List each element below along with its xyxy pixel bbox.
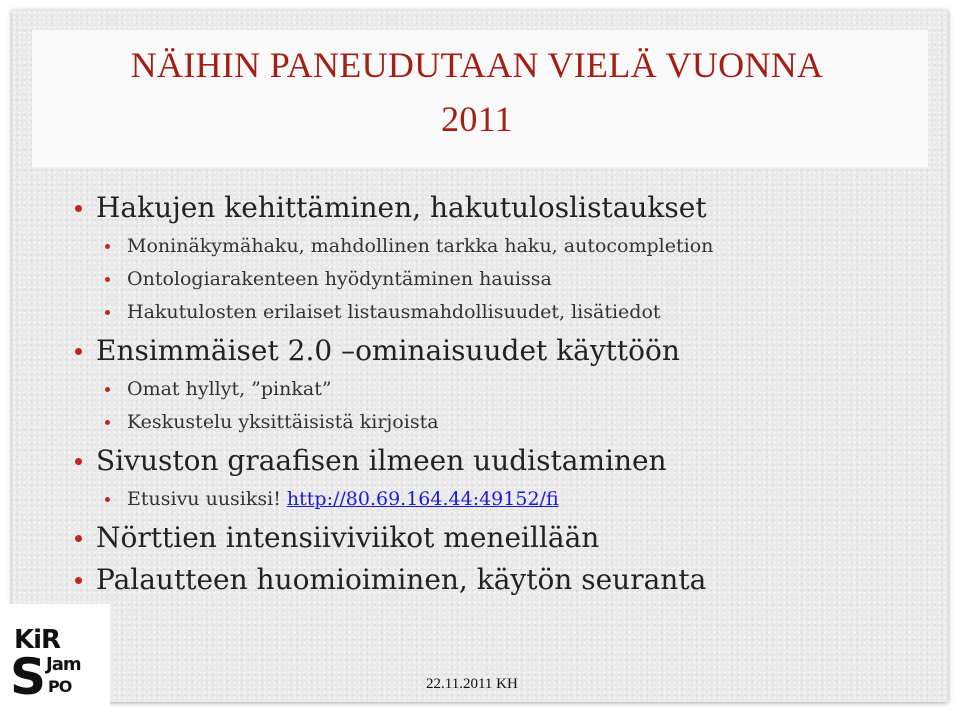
- bullet-3-text: Sivuston graafisen ilmeen uudistaminen: [96, 444, 667, 477]
- bullet-dot-icon: [75, 458, 82, 465]
- logo-text-big: S: [10, 648, 47, 706]
- slide-title: NÄIHIN PANEUDUTAAN VIELÄ VUONNA 2011: [130, 45, 824, 139]
- logo-text-bottom: PO: [48, 677, 72, 696]
- sub-bullet-dot-icon: [105, 420, 110, 425]
- sub-bullet-3-1-text: Etusivu uusiksi!: [127, 488, 287, 510]
- bullet-1: [70, 188, 930, 228]
- sub-bullet-dot-icon: [105, 497, 110, 502]
- logo-text-middle: Jam: [46, 654, 81, 675]
- sub-bullet-1-3: [70, 296, 930, 329]
- bullet-dot-icon: [75, 577, 82, 584]
- bullet-4: [70, 518, 930, 558]
- sub-bullet-3-1: [70, 483, 930, 516]
- sub-bullet-1-2: [70, 263, 930, 296]
- bullet-dot-icon: [75, 348, 82, 355]
- sub-bullet-2-2-text: Keskustelu yksittäisistä kirjoista: [127, 411, 439, 433]
- sub-bullet-2-1: [70, 373, 930, 406]
- sub-bullet-dot-icon: [105, 277, 110, 282]
- footer-date: 22.11.2011 KH: [426, 676, 518, 692]
- sub-bullet-1-1-text: Moninäkymähaku, mahdollinen tarkka haku, autocompletion: [127, 235, 714, 257]
- frontpage-link[interactable]: http://80.69.164.44:49152/fi: [286, 488, 559, 510]
- sub-bullet-2-1-text: Omat hyllyt, ”pinkat”: [127, 378, 332, 400]
- bullet-4-text: Nörttien intensiiviviikot meneillään: [96, 521, 600, 554]
- bullet-dot-icon: [75, 205, 82, 212]
- bullet-1-text: Hakujen kehittäminen, hakutuloslistaukset: [96, 191, 707, 224]
- sub-bullet-2-2: [70, 406, 930, 439]
- bullet-list: [70, 186, 930, 602]
- sub-bullet-dot-icon: [105, 244, 110, 249]
- bullet-5-text: Palautteen huomioiminen, käytön seuranta: [96, 563, 707, 596]
- kirjasampo-logo: [0, 604, 110, 710]
- logo-box: [0, 604, 110, 710]
- sub-bullet-1-2-text: Ontologiarakenteen hyödyntäminen hauissa: [127, 268, 552, 290]
- sub-bullet-1-1: [70, 230, 930, 263]
- sub-bullet-dot-icon: [105, 387, 110, 392]
- sub-bullet-1-3-text: Hakutulosten erilaiset listausmahdollisuudet, lisätiedot: [127, 301, 661, 323]
- bullet-5: [70, 560, 930, 600]
- sub-bullet-dot-icon: [105, 310, 110, 315]
- bullet-2-text: Ensimmäiset 2.0 –ominaisuudet käyttöön: [96, 334, 680, 367]
- logo-text-top: KiR: [14, 625, 61, 655]
- bullet-3: [70, 441, 930, 481]
- bullet-dot-icon: [75, 535, 82, 542]
- bullet-2: [70, 331, 930, 371]
- slide: [12, 10, 948, 702]
